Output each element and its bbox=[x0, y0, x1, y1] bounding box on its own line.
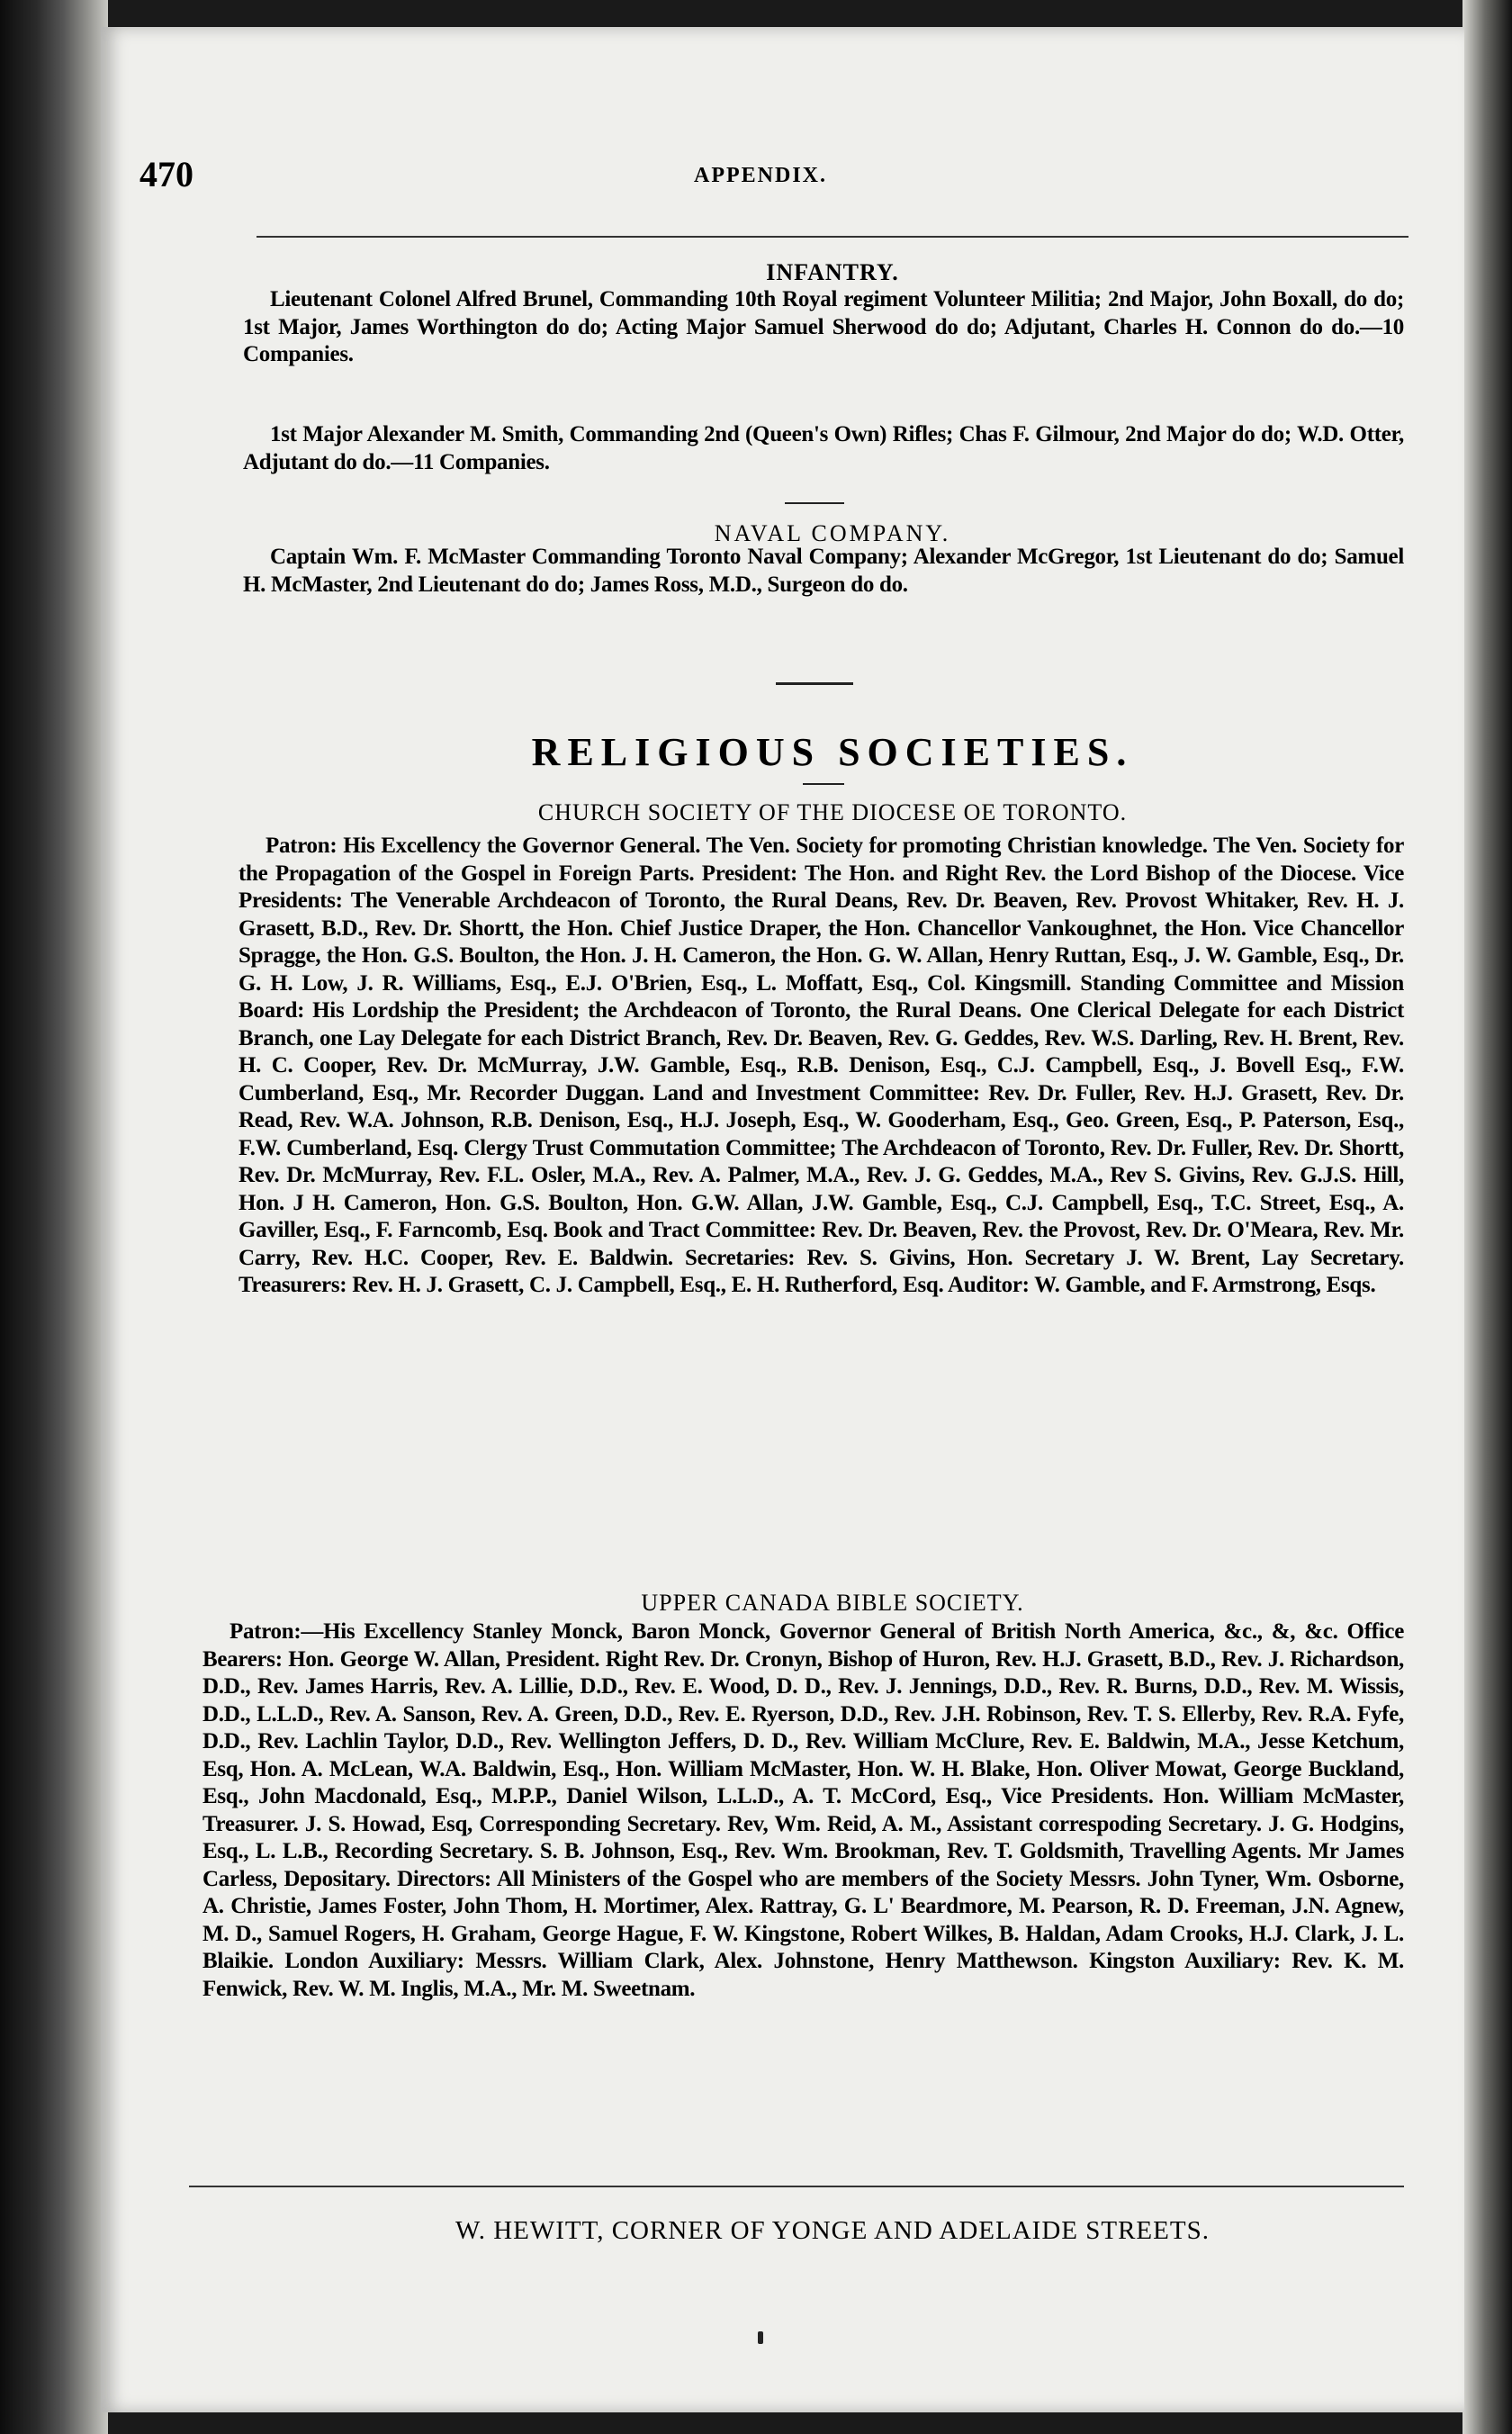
church-separator bbox=[803, 783, 844, 785]
infantry-title: INFANTRY. bbox=[766, 259, 899, 285]
bible-society-paragraph: Patron:—His Excellency Stanley Monck, Baron Monck, Governor General of British North America, &c., &, &c. Office Bearers: Hon. George W. Allan, President. Right Rev. Dr. Cronyn, Bishop of Huron, Rev. H.J. Grasett, B.D., Rev. J. Richardson, D.D., Rev. James Harris, Rev. A. Lillie, D.D., Rev. E. Wood, D. D., Rev. J. Jennings, D.D., Rev. R. Burns, D.D., Rev. M. Wissis, D.D., L.L.D., Rev. A. Sanson, Rev. A. Green, D.D., Rev. E. Ryerson, D.D., Rev. J.H. Robinson, Rev. T. S. Ellerby, Rev. R.A. Fyfe, D.D., Rev. Lachlin Taylor, D.D., Rev. Wellington Jeffers, D. D., Rev. William McClure, Rev. E. Baldwin, M.A., Jesse Ketchum, Esq, Hon. A. McLean, W.A. Baldwin, Esq., Hon. William McMaster, Hon. W. H. Blake, Hon. Oliver Mowat, George Buckland, Esq., John Macdonald, Esq., M.P.P., Daniel Wilson, L.L.D., A. T. McCord, Esq., Vice Presidents. Hon. William McMaster, Treasurer. J. S. Howad, Esq, Corresponding Secretary. Rev, Wm. Reid, A. M., Assistant correspoding Secretary. J. G. Hodgins, Esq., L. L.B., Recording Secretary. S. B. Johnson, Esq., Rev. Wm. Brookman, Rev. T. Goldsmith, Travelling Agents. Mr James Carless, Depositary. Directors: All Ministers of the Gospel who are members of the Society Messrs. John Tyner, Wm. Osborne, A. Christie, James Foster, John Thom, H. Mortimer, Alex. Rattray, G. L' Beardmore, M. Pearson, R. D. Freeman, J.N. Agnew, M. D., Samuel Rogers, H. Graham, George Hague, F. W. Kingstone, Robert Wilkes, B. Haldan, Adam Crooks, H.J. Clark, J. L. Blaikie. London Auxiliary: Messrs. William Clark, Alex. Johnstone, Henry Matthewson. Kingston Auxiliary: Rev. K. M. Fenwick, Rev. W. M. Inglis, M.A., Mr. M. Sweetnam. bbox=[202, 1619, 1404, 2001]
page-header bbox=[140, 153, 1382, 207]
infantry-paragraph-2: 1st Major Alexander M. Smith, Commanding 2nd (Queen's Own) Rifles; Chas F. Gilmour, 2nd Major do do; W.D. Otter, Adjutant do do.—11 Companies. bbox=[243, 422, 1404, 474]
page-right-edge bbox=[1462, 0, 1512, 2434]
bible-society-title: UPPER CANADA BIBLE SOCIETY. bbox=[641, 1590, 1024, 1616]
naval-paragraph: Captain Wm. F. McMaster Commanding Toronto Naval Company; Alexander McGregor, 1st Lieutenant do do; Samuel H. McMaster, 2nd Lieutenant do do; James Ross, M.D., Surgeon do do. bbox=[243, 545, 1404, 597]
footer-rule bbox=[189, 2186, 1404, 2187]
naval-separator bbox=[785, 502, 844, 504]
page-speck bbox=[758, 2331, 763, 2344]
religious-separator bbox=[776, 682, 853, 685]
church-society-title: CHURCH SOCIETY OF THE DIOCESE OE TORONTO. bbox=[537, 799, 1128, 825]
footer-advertisement: W. HEWITT, CORNER OF YONGE AND ADELAIDE STREETS. bbox=[455, 2216, 1210, 2245]
book-spine-edge bbox=[0, 0, 108, 2434]
page-number: 470 bbox=[140, 154, 194, 194]
religious-societies-title: RELIGIOUS SOCIETIES. bbox=[531, 730, 1134, 774]
header-rule bbox=[256, 236, 1408, 238]
church-society-paragraph: Patron: His Excellency the Governor General. The Ven. Society for promoting Christian knowledge. The Ven. Society for the Propagation of the Gospel in Foreign Parts. President: The Hon. and Right Rev. the Lord Bishop of the Diocese. Vice Presidents: The Venerable Archdeacon of Toronto, the Rural Deans, Rev. Dr. Beaven, Rev. Provost Whitaker, Rev. H. J. Grasett, B.D., Rev. Dr. Shortt, the Hon. Chief Justice Draper, the Hon. Chancellor Vankoughnet, the Hon. Vice Chancellor Spragge, the Hon. G.S. Boulton, the Hon. J. H. Cameron, the Hon. G. W. Allan, Henry Ruttan, Esq., J. W. Gamble, Esq., Dr. G. H. Low, J. R. Williams, Esq., E.J. O'Brien, Esq., L. Moffatt, Esq., Col. Kingsmill. Standing Committee and Mission Board: His Lordship the President; the Archdeacon of Toronto, the Rural Deans. One Clerical Delegate for each District Branch, one Lay Delegate for each District Branch, Rev. Dr. Beaven, Rev. G. Geddes, Rev. W.S. Darling, Rev. H. Brent, Rev. H. C. Cooper, Rev. Dr. McMurray, J.W. Gamble, Esq., R.B. Denison, Esq., C.J. Campbell, Esq., J. Bovell Esq., F.W. Cumberland, Esq., Mr. Recorder Duggan. Land and Investment Committee: Rev. Dr. Fuller, Rev. H.J. Grasett, Rev. Dr. Read, Rev. W.A. Johnson, R.B. Denison, Esq., H.J. Joseph, Esq., W. Gooderham, Esq., Geo. Green, Esq., P. Paterson, Esq., F.W. Cumberland, Esq. Clergy Trust Commutation Committee; The Archdeacon of Toronto, Rev. Dr. Fuller, Rev. Dr. Shortt, Rev. Dr. McMurray, Rev. F.L. Osler, M.A., Rev. A. Palmer, M.A., Rev. J. G. Geddes, M.A., Rev S. Givins, Rev. G.J.S. Hill, Hon. J H. Cameron, Hon. G.S. Boulton, Hon. G.W. Allan, J.W. Gamble, Esq., C.J. Campbell, Esq., T.C. Street, Esq., A. Gaviller, Esq., F. Farncomb, Esq. Book and Tract Committee: Rev. Dr. Beaven, Rev. the Provost, Rev. Dr. O'Meara, Rev. Mr. Carry, Rev. H.C. Cooper, Rev. E. Baldwin. Secretaries: Rev. S. Givins, Hon. Secretary J. W. Brent, Lay Secretary. Treasurers: Rev. H. J. Grasett, C. J. Campbell, Esq., E. H. Rutherford, Esq. Auditor: W. Gamble, and F. Armstrong, Esqs. bbox=[238, 834, 1404, 1297]
running-head: APPENDIX. bbox=[694, 164, 827, 187]
naval-title: NAVAL COMPANY. bbox=[714, 520, 951, 546]
infantry-paragraph-1: Lieutenant Colonel Alfred Brunel, Commanding 10th Royal regiment Volunteer Militia; 2nd Major, John Boxall, do do; 1st Major, James Worthington do do; Acting Major Samuel Sherwood do do; Adjutant, Charles H. Connon do do.—10 Companies. bbox=[243, 287, 1404, 366]
